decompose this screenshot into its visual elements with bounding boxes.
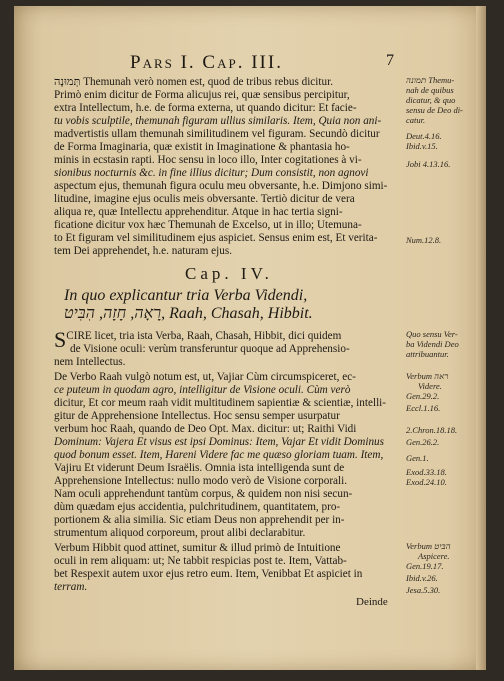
margin-note: Gen.1. (406, 453, 429, 463)
margin-note: Deut.4.16. (406, 131, 442, 141)
text-line: de Visione oculi: verùm transferuntur quoque ad Apprehensio- (70, 343, 350, 355)
text-line: minis in ecstasin rapti. Hoc sensu in loco illo, Inter cogitationes à vi- (54, 154, 362, 166)
text-line: nem Intellectus. (54, 356, 126, 368)
text-line-content: CIRE licet, tria ista Verba, Raah, Chasah, Hibbit, dici quidem (66, 330, 342, 342)
text-line: ce puteum in quodam agro, intelligitur de Visione oculi. Cùm verò (54, 384, 351, 396)
margin-note: Ibid.v.26. (406, 573, 438, 583)
text-line: sionibus nocturnis &c. in fine illius dicitur; Dum consistit, non agnovi (54, 167, 369, 179)
book-page (14, 6, 486, 670)
chapter-heading: Cap. IV. (185, 264, 273, 283)
margin-note: Exod.33.18. (406, 467, 447, 477)
text-line: Apprehensione Intellectus: nullo modo verò de Visione corporali. (54, 475, 348, 487)
margin-note: Gen.19.17. (406, 561, 444, 571)
margin-note: Jobi 4.13.16. (406, 159, 451, 169)
text-line: de Forma Imaginaria, quæ existit in Imaginatione & phantasia ho- (54, 141, 350, 153)
margin-note: sensu de Deo di- (406, 105, 463, 115)
text-line: madvertistis ullam themunah similitudinem vel figuram. Secundò dicitur (54, 128, 380, 140)
margin-note: Jesa.5.30. (406, 585, 441, 595)
text-line: Dominum: Vajera Et visus est ipsi Dominus: Item, Vajar Et vidit Dominus (54, 436, 385, 448)
text-line: oculi in rem aliquam: ut; Ne tabbit respicias post te. Item, Vattab- (54, 555, 347, 567)
text-line: litudine, imagine ejus oculis meis obversante. Tertiò dicitur de vera (54, 193, 355, 205)
text-line: aspectum ejus, themunah figura oculu meu obversante, h.e. Dimjono simi- (54, 180, 388, 192)
margin-note: attribuantur. (406, 349, 449, 359)
margin-note: תמונה Themu- (406, 75, 455, 85)
chapter-subtitle: In quo explicantur tria Verba Videndi, (64, 287, 308, 304)
text-line: Primò enim dicitur de Forma alicujus rei, quæ sensibus percipitur, (54, 89, 350, 101)
drop-cap: S (54, 327, 67, 352)
text-line: De Verbo Raah vulgò notum est, ut, Vajiar Cùm circumspiceret, ec- (54, 371, 356, 383)
text-line: Verbum Hibbit quod attinet, sumitur & illud primò de Intuitione (54, 542, 341, 554)
margin-note: Quo sensu Ver- (406, 329, 458, 339)
text-line: dicitur, Et cor meum raah vidit multitudinem sapientiæ & scientiæ, intelli- (54, 397, 387, 409)
text-line: ficatione dicitur vox hæc Themunah de Excelso, ut in illo; Utemuna- (54, 219, 362, 231)
margin-note: Videre. (418, 381, 442, 391)
catchword: Deinde (356, 596, 388, 608)
text-line: aliqua re, quæ Intellectu apprehenditur. Atque in hac tertia signi- (54, 206, 343, 218)
margin-note: catur. (406, 115, 426, 125)
margin-note: Ibid.v.15. (406, 141, 438, 151)
margin-note: Eccl.1.16. (406, 403, 441, 413)
text-line: terram. (54, 581, 88, 593)
margin-note: Exod.24.10. (406, 477, 447, 487)
margin-note: Gen.26.2. (406, 437, 440, 447)
text-line: Nam oculi apprehendunt tantùm corpus, & quidem non nisi secun- (54, 488, 353, 500)
margin-note: Verbum הבּיט (406, 541, 451, 551)
text-line: gitur de Apprehensione Intellectus. Hoc sensu semper usurpatur (54, 410, 340, 422)
margin-note: Aspicere. (418, 551, 450, 561)
text-line: extra Intellectum, h.e. de forma externa, ut quando dicitur: Et facie- (54, 102, 357, 114)
text-line: quod bonum esset. Item, Hareni Videre fac me quæso gloriam tuam. Item, (54, 449, 384, 461)
text-line: portionem & alia similia. Sic etiam Deus non apprehendit per in- (54, 514, 345, 526)
text-line: תְּמוּנָה Themunah verò nomen est, quod de tribus rebus dicitur. (54, 76, 333, 88)
margin-note: Gen.29.2. (406, 391, 440, 401)
text-line: Vajiru Et viderunt Deum Israëlis. Omnia ista intelligenda sunt de (54, 462, 345, 474)
text-line: tem Dei apprehendet, h.e. naturam ejus. (54, 245, 233, 257)
text-line: dùm quædam ejus accidentia, pulchritudinem, quantitatem, pro- (54, 501, 341, 513)
margin-note: Verbum ראה (406, 371, 449, 381)
text-line: tu vobis sculptile, themunah figuram ullius similaris. Item, Quia non ani- (54, 115, 382, 127)
text-line: verbum hoc Raah, quando de Deo Opt. Max. dicitur: ut; Raithi Vidi (54, 423, 357, 435)
running-head: Pars I. Cap. III. (130, 52, 283, 73)
text-line: strumentum aliquod corporeum, prout alibi declarabitur. (54, 527, 306, 539)
margin-note: ba Videndi Deo (406, 339, 459, 349)
text-line: to Et figuram vel similitudinem ejus aspiciet. Sensus enim est, Et verita- (54, 232, 378, 244)
page-number: 7 (386, 52, 394, 69)
text-line: bet Respexit autem uxor ejus retro eum. Item, Venibbat Et aspiciet in (54, 568, 363, 580)
margin-note: nah de quibus (406, 85, 454, 95)
margin-note: Num.12.8. (406, 235, 442, 245)
chapter-subtitle-hebrew: רָאָה, חָזָה, הִבִּיט, Raah, Chasah, Hibbit. (64, 305, 313, 322)
margin-note: dicatur, & quo (406, 95, 456, 105)
margin-note: 2.Chron.18.18. (406, 425, 458, 435)
